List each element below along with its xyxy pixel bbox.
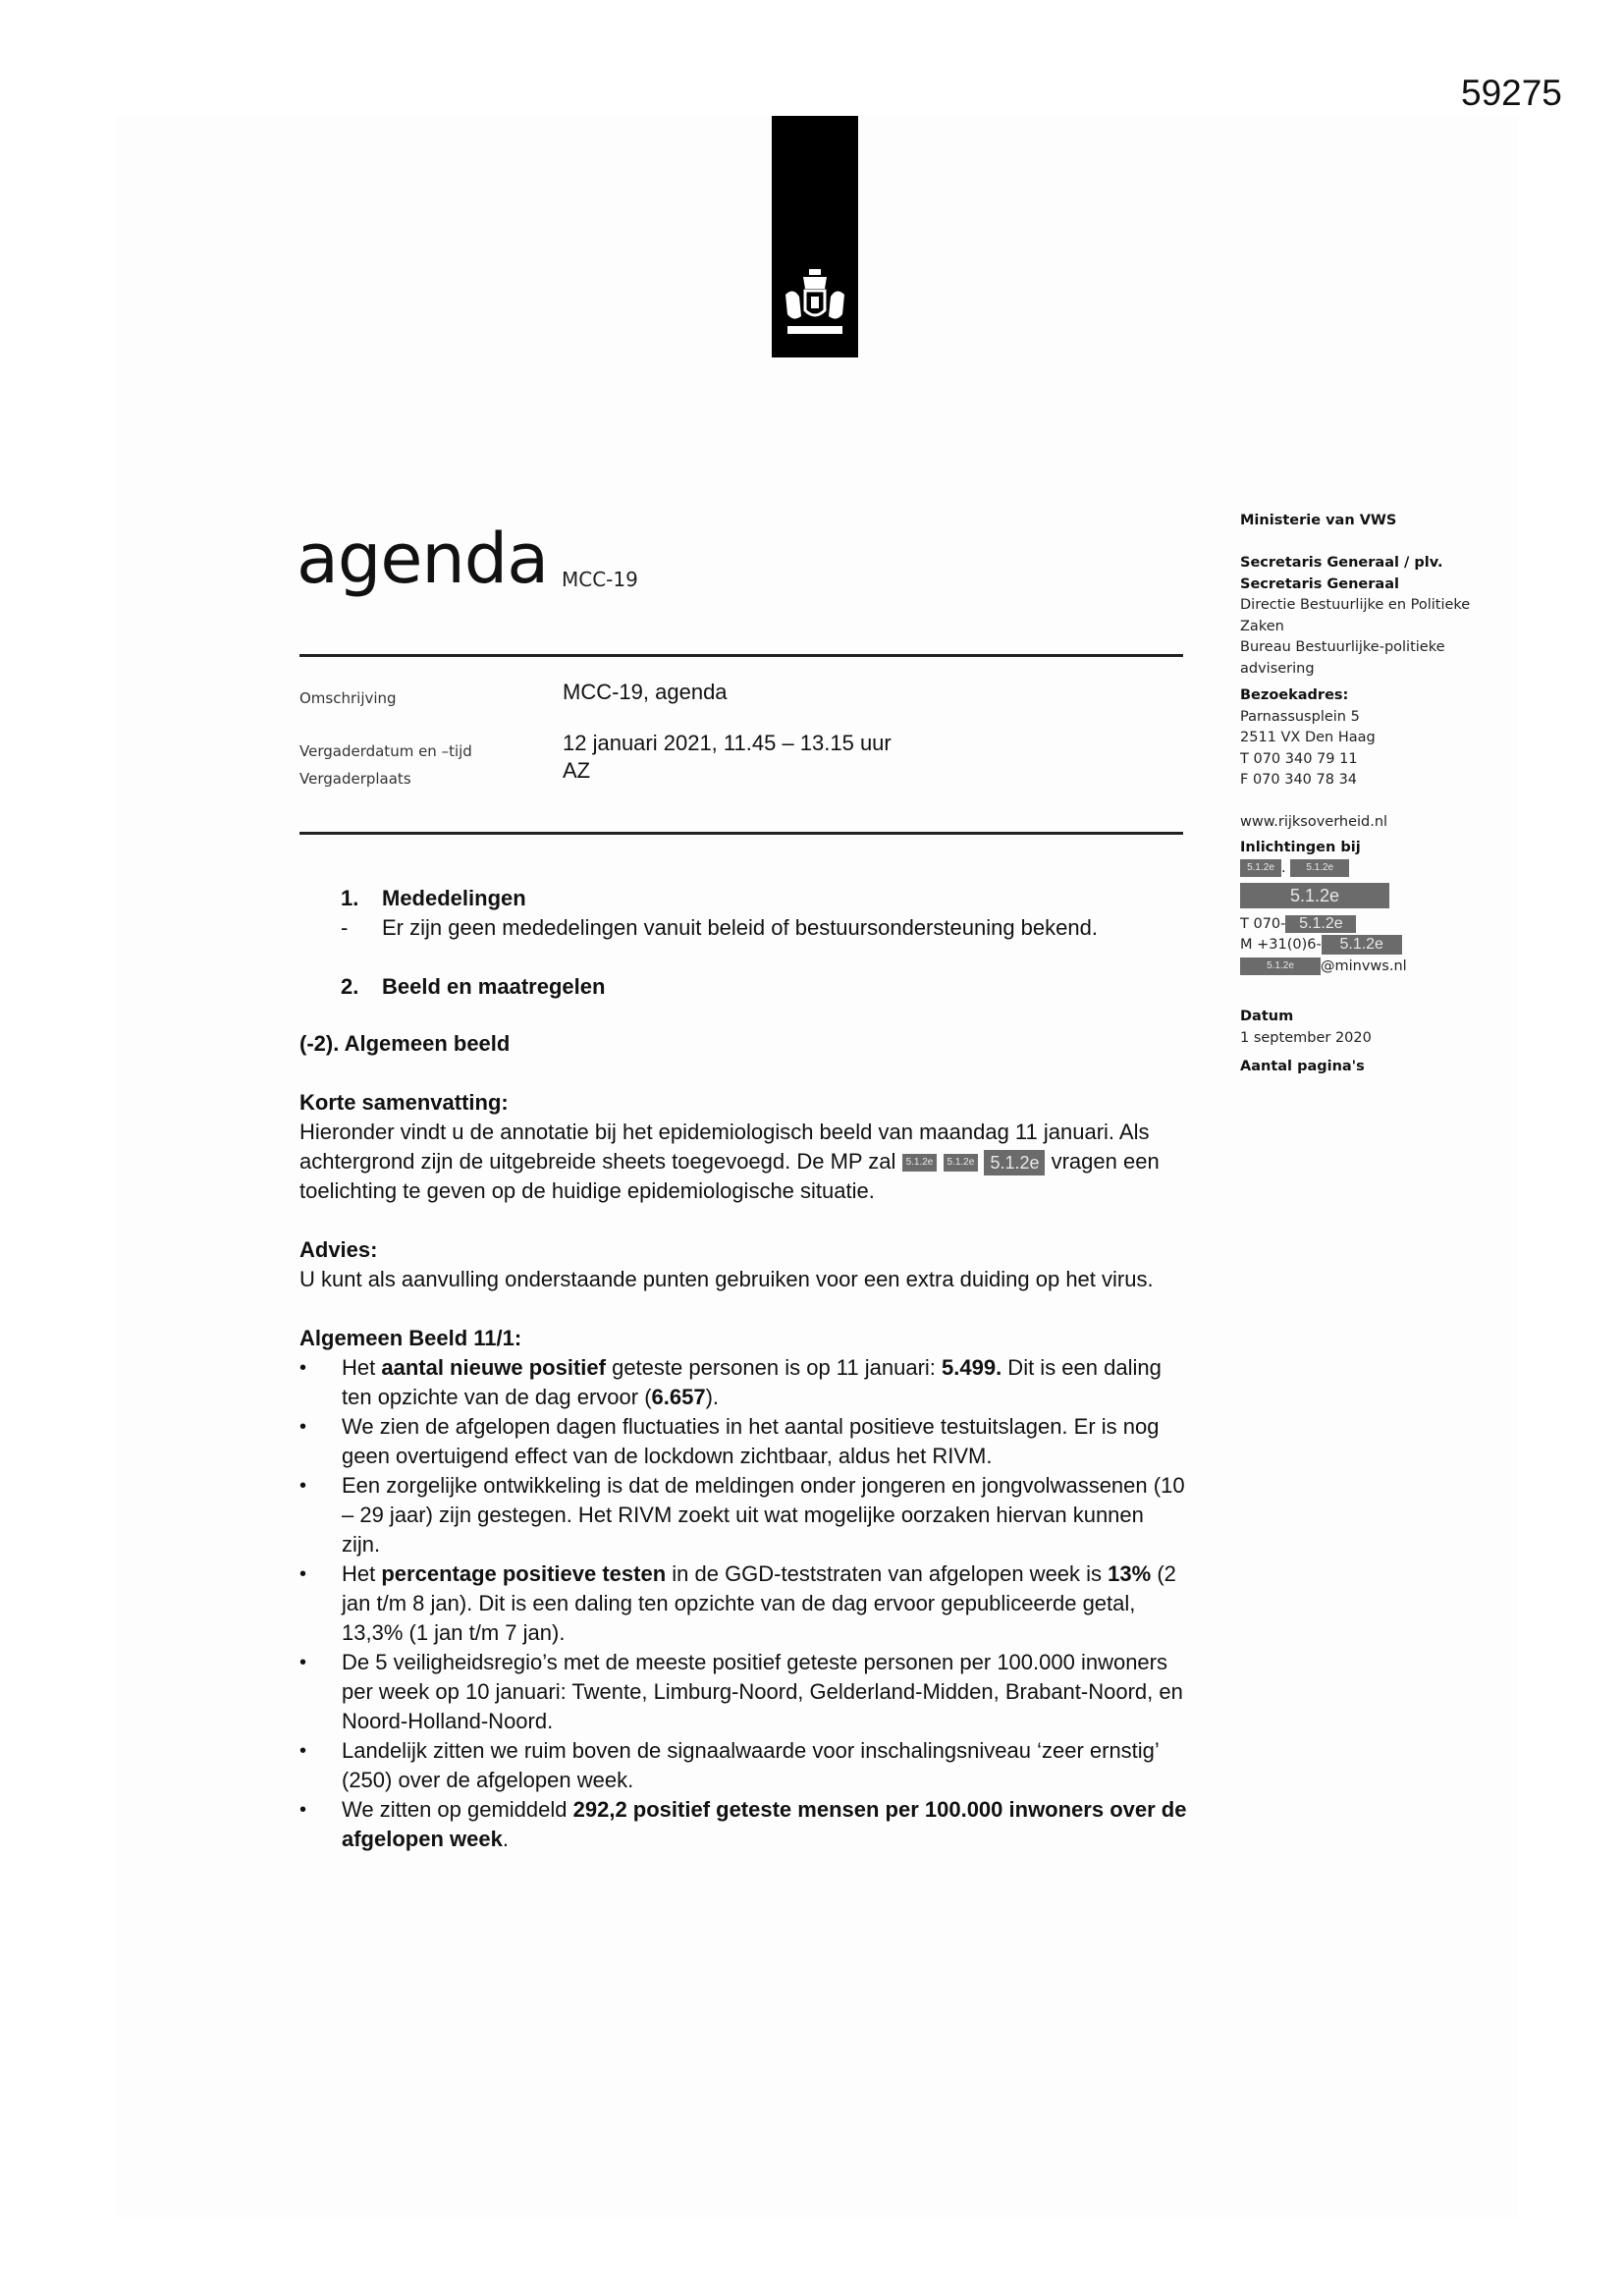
agenda-body <box>299 884 1188 1854</box>
crest-icon <box>780 267 850 346</box>
redaction-block: 5.1.2e <box>1240 957 1321 975</box>
dash-marker: - <box>341 915 349 940</box>
address-line: 2511 VX Den Haag <box>1240 730 1376 745</box>
redaction-block: 5.1.2e <box>1322 935 1402 955</box>
sender-sidebar <box>1240 511 1525 1078</box>
contact-mobile-row: M +31(0)6- 5.1.2e <box>1240 935 1525 957</box>
address-line: Parnassusplein 5 <box>1240 708 1360 725</box>
website-link[interactable]: www.rijksoverheid.nl <box>1240 814 1388 830</box>
redaction-block: 5.1.2e <box>1285 915 1356 933</box>
org-heading: Secretaris Generaal / plv. <box>1240 555 1443 571</box>
date-heading: Datum <box>1240 1009 1294 1024</box>
beeld-bullet-list <box>299 1353 1188 1854</box>
contact-phone-row: T 070- 5.1.2e <box>1240 914 1525 936</box>
org-line: Zaken <box>1240 618 1284 634</box>
meta-value-location: AZ <box>563 758 591 783</box>
fax-line: F 070 340 78 34 <box>1240 772 1358 788</box>
meta-label-description: Omschrijving <box>299 689 397 707</box>
divider-top <box>299 654 1183 657</box>
section-number: 1. <box>341 886 359 910</box>
pages-heading: Aantal pagina's <box>1240 1059 1365 1074</box>
bullet-item: • De 5 veiligheidsregio’s met de meeste positief geteste personen per 100.000 inwoners per week op 10 januari: Twente, Limburg-Noord, Gelderland-Midden, Brabant-Noord, en Noord-Holland-Noord. <box>299 1648 1188 1736</box>
section-title: Mededelingen <box>382 886 526 910</box>
beeld-heading: Algemeen Beeld 11/1: <box>299 1326 522 1350</box>
meta-value-description: MCC-19, agenda <box>563 680 728 704</box>
section-mededelingen <box>341 884 1188 913</box>
page-subtitle: MCC-19 <box>562 568 638 591</box>
section-beeld-maatregelen <box>341 972 1188 1002</box>
section-number: 2. <box>341 974 359 999</box>
section-title: Beeld en maatregelen <box>382 974 606 999</box>
meta-value-datetime: 12 januari 2021, 11.45 – 13.15 uur <box>563 731 892 755</box>
advice-text: U kunt als aanvulling onderstaande punten gebruiken voor een extra duiding op het virus. <box>299 1267 1154 1291</box>
phone-line: T 070 340 79 11 <box>1240 750 1358 767</box>
redaction-block: 5.1.2e <box>1290 859 1349 877</box>
document-number: 59275 <box>1461 73 1562 113</box>
redaction-block: 5.1.2e <box>944 1154 979 1172</box>
org-line: advisering <box>1240 660 1315 677</box>
bullet-item: • Het percentage positieve testen in de GGD-teststraten van afgelopen week is 13% (2 jan t/m 8 jan). Dit is een daling ten opzichte van de dag ervoor gepubliceerde getal, 13,3% (1 jan t/m 7 jan). <box>299 1559 1188 1648</box>
redaction-block: 5.1.2e <box>1240 883 1389 908</box>
contact-name-row: 5.1.2e . 5.1.2e <box>1240 858 1525 880</box>
advice-heading: Advies: <box>299 1237 378 1262</box>
contact-heading: Inlichtingen bij <box>1240 839 1361 855</box>
bullet-item: • Landelijk zitten we ruim boven de signaalwaarde voor inschalingsniveau ‘zeer ernstig’ (250) over de afgelopen week. <box>299 1736 1188 1795</box>
meta-label-location: Vergaderplaats <box>299 770 411 788</box>
meta-label-datetime: Vergaderdatum en –tijd <box>299 742 472 760</box>
divider-bottom <box>299 832 1183 835</box>
ministry-name: Ministerie van VWS <box>1240 513 1397 528</box>
org-line: Bureau Bestuurlijke-politieke <box>1240 639 1445 655</box>
rijksoverheid-logo <box>772 116 858 357</box>
redaction-block: 5.1.2e <box>1240 859 1281 877</box>
redaction-block: 5.1.2e <box>902 1154 938 1172</box>
org-line: Directie Bestuurlijke en Politieke <box>1240 597 1471 613</box>
bullet-item: • Een zorgelijke ontwikkeling is dat de meldingen onder jongeren en jongvolwassenen (10 – 29 jaar) zijn gestegen. Het RIVM zoekt uit wat mogelijke oorzaken hiervan kunnen zijn. <box>299 1471 1188 1559</box>
date-value: 1 september 2020 <box>1240 1029 1372 1046</box>
org-heading: Secretaris Generaal <box>1240 575 1399 592</box>
bullet-item: • We zitten op gemiddeld 292,2 positief geteste mensen per 100.000 inwoners over de afgelopen week. <box>299 1795 1188 1854</box>
list-item <box>341 913 1188 943</box>
summary-text: Hieronder vindt u de annotatie bij het epidemiologisch beeld van maandag 11 januari. Als achtergrond zijn de uitgebreide sheets toegevoegd. De MP zal 5.1.2e 5.1.2e 5.1.2e vragen een toelichting te geven op de huidige epidemiologische situatie. <box>299 1120 1160 1203</box>
redaction-block: 5.1.2e <box>984 1150 1045 1175</box>
list-item-text: Er zijn geen mededelingen vanuit beleid of bestuursondersteuning bekend. <box>382 915 1098 940</box>
contact-role-row <box>1240 883 1525 908</box>
subsection-title: (-2). Algemeen beeld <box>299 1031 511 1056</box>
summary-heading: Korte samenvatting: <box>299 1090 509 1115</box>
page-title: agenda <box>297 519 549 599</box>
visit-address-heading: Bezoekadres: <box>1240 687 1349 703</box>
bullet-item: • Het aantal nieuwe positief geteste personen is op 11 januari: 5.499. Dit is een daling ten opzichte van de dag ervoor (6.657). <box>299 1353 1188 1412</box>
bullet-item: • We zien de afgelopen dagen fluctuaties in het aantal positieve testuitslagen. Er is nog geen overtuigend effect van de lockdown zichtbaar, aldus het RIVM. <box>299 1412 1188 1471</box>
contact-email-row: 5.1.2e @minvws.nl <box>1240 957 1525 978</box>
